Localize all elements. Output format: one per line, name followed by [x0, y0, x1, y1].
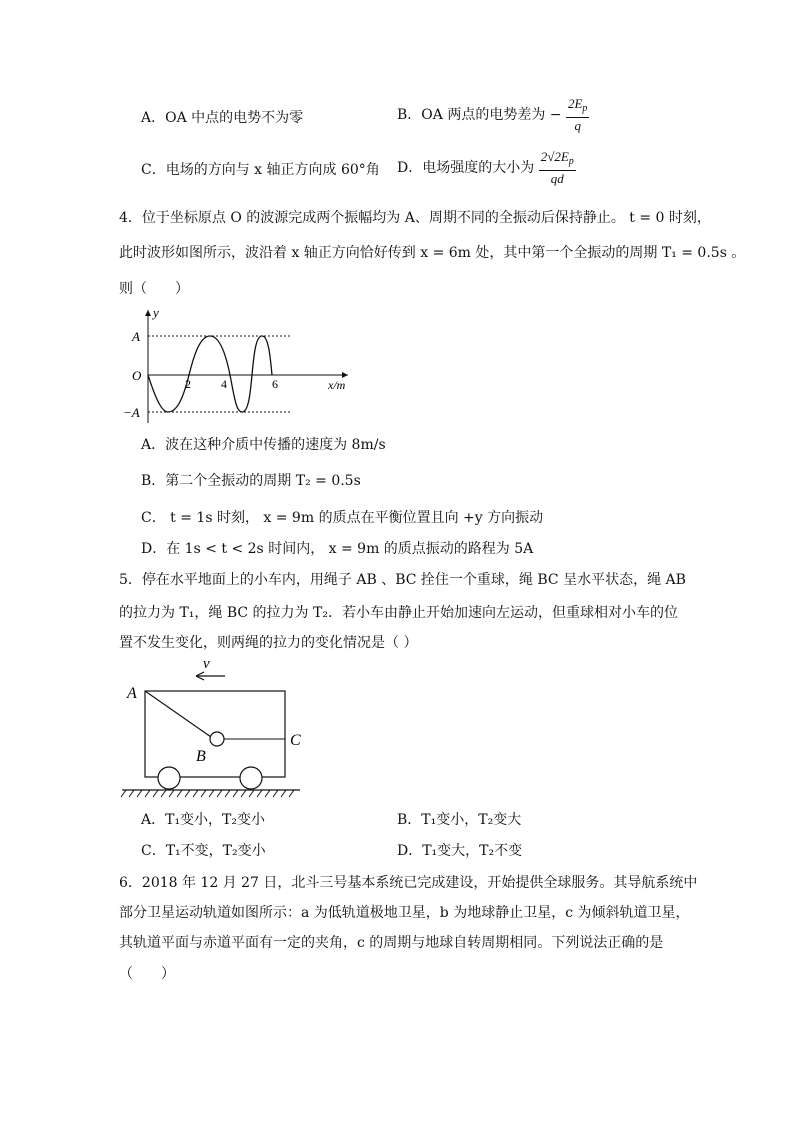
q3-option-d-text: D．电场强度的大小为	[397, 160, 535, 176]
origin-label: O	[132, 368, 142, 383]
q5-option-a: A．T₁变小，T₂变小	[141, 812, 266, 828]
wheel-left	[158, 767, 180, 789]
q6-stem-line3: 其轨道平面与赤道平面有一定的夹角，c 的周期与地球自转周期相同。下列说法正确的是	[119, 935, 664, 951]
point-c-label: C	[290, 732, 301, 749]
q3-option-b-fraction: $\frac{2E_p}{q}$	[567, 96, 588, 133]
q6-stem-line2: 部分卫星运动轨道如图所示：a 为低轨道极地卫星，b 为地球静止卫星，c 为倾斜轨道卫星，	[119, 905, 690, 921]
q5-option-b: B．T₁变小，T₂变大	[397, 812, 522, 828]
q3-option-d-fraction: $\frac{2√2E_p}{qd}$	[540, 149, 574, 186]
point-b-label: B	[196, 748, 206, 765]
q3-option-a: A．OA 中点的电势不为零	[141, 110, 304, 126]
q4-option-b: B．第二个全振动的周期 T₂ = 0.5s	[141, 473, 361, 489]
q6-stem-line4: （ ）	[119, 966, 175, 982]
q5-option-c: C．T₁不变，T₂变小	[141, 843, 266, 859]
q3-option-c: C．电场的方向与 x 轴正方向成 60°角	[141, 162, 380, 178]
q3-option-b-text: B．OA 两点的电势差为 −	[397, 107, 562, 123]
negative-amplitude-label: −A	[123, 405, 140, 420]
q3-option-d	[397, 148, 576, 188]
q5-option-d: D．T₁变大，T₂不变	[397, 843, 523, 859]
amplitude-label: A	[132, 329, 140, 344]
x-axis-label: x/m	[328, 378, 346, 392]
point-a-label: A	[127, 685, 137, 702]
x-tick-6: 6	[272, 377, 278, 391]
y-axis-label: y	[153, 305, 159, 320]
rope-ab	[145, 691, 211, 737]
q3-option-b	[397, 95, 589, 135]
q5-stem-line3: 置不发生变化，则两绳的拉力的变化情况是（ ）	[119, 635, 418, 651]
q5-stem-line2: 的拉力为 T₁，绳 BC 的拉力为 T₂．若小车由静止开始加速向左运动，但重球相对小车的位	[119, 605, 678, 621]
velocity-label: v	[203, 656, 210, 672]
x-tick-4: 4	[221, 377, 227, 391]
q6-stem-line1: 6．2018 年 12 月 27 日，北斗三号基本系统已完成建设，开始提供全球服务。其导航系统中	[119, 875, 698, 891]
q5-cart-figure	[118, 655, 318, 800]
q4-option-c: C． t = 1s 时刻， x = 9m 的质点在平衡位置且向 +y 方向振动	[141, 510, 544, 526]
ball	[210, 732, 224, 746]
q4-stem-line1: 4．位于坐标原点 O 的波源完成两个振幅均为 A、周期不同的全振动后保持静止。 t = 0 时刻，	[119, 210, 711, 226]
q4-wave-graph	[118, 305, 378, 430]
q4-option-a: A．波在这种介质中传播的速度为 8m/s	[141, 437, 386, 453]
ground-hatching	[121, 790, 294, 797]
q5-stem-line1: 5．停在水平地面上的小车内，用绳子 AB 、BC 拴住一个重球，绳 BC 呈水平状态，绳 AB	[119, 572, 686, 588]
waveform	[148, 336, 272, 412]
x-tick-2: 2	[185, 377, 191, 391]
q4-stem-line3: 则（ ）	[119, 281, 189, 297]
q4-stem-line2: 此时波形如图所示，波沿着 x 轴正方向恰好传到 x = 6m 处，其中第一个全振动的周期 T₁ = 0.5s 。	[119, 245, 746, 261]
wheel-right	[240, 767, 262, 789]
q4-option-d: D．在 1s < t < 2s 时间内， x = 9m 的质点振动的路程为 5A	[141, 541, 534, 557]
